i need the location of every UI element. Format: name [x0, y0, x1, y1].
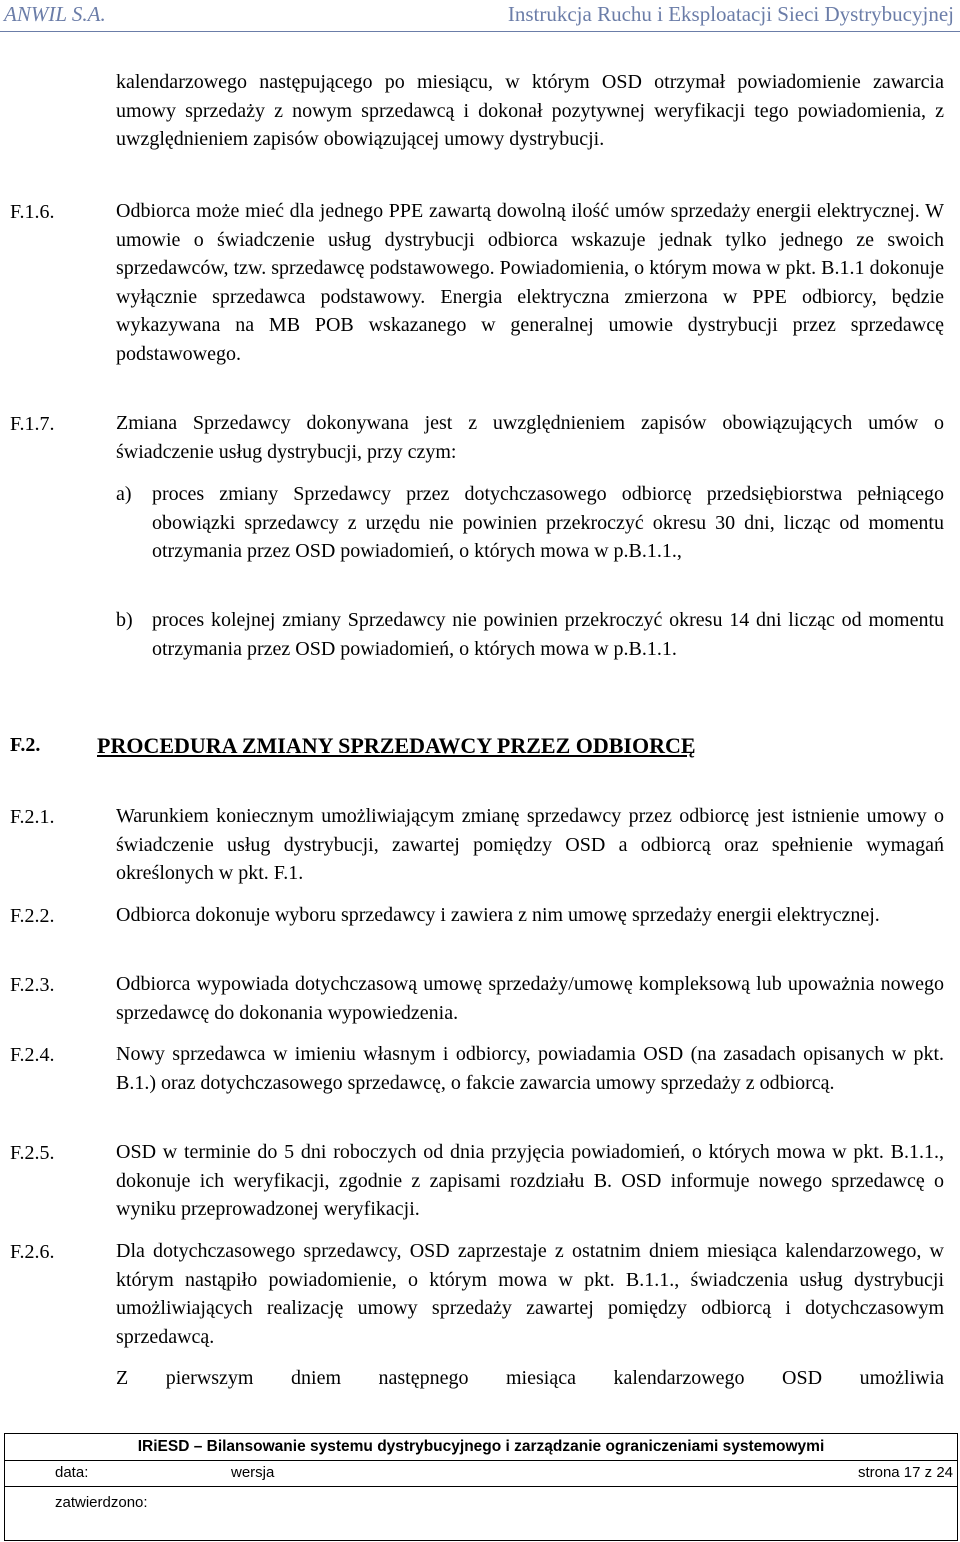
- point-number: F.2.3.: [10, 974, 55, 996]
- section-number: F.2.: [10, 734, 41, 756]
- header-rule: [0, 31, 960, 32]
- paragraph-f16: Odbiorca może mieć dla jednego PPE zawartą dowolną ilość umów sprzedaży energii elektrycznej. W umowie o świadczenie usług dystrybucji odbiorca wskazuje jednak tylko jednego ze swoich sprzedawców, tzw. sprzedawcę podstawowego. Powiadomienia, o którym mowa w pkt. B.1.1 dokonuje wyłącznie sprzedawca podstawowy. Energia elektryczna zmierzona w PPE odbiorcy, będzie wykazywana na MB POB wskazanego w generalnej umowie dystrybucji przez sprzedawcę podstawowego.: [116, 200, 944, 365]
- point-number: F.2.4.: [10, 1044, 55, 1066]
- paragraph-continuation: kalendarzowego następującego po miesiącu, w którym OSD otrzymał powiadomienie zawarcia umowy sprzedaży z nowym sprzedawcą i dokonał pozytywnej weryfikacji tego powiadomienia, z uwzględnieniem zapisów obowiązującej umowy dystrybucji.: [116, 71, 944, 150]
- company-name: ANWIL S.A.: [4, 2, 106, 26]
- footer-approval-row: [5, 1486, 957, 1516]
- list-label: b): [116, 609, 133, 631]
- point-number: F.2.2.: [10, 905, 55, 927]
- footer-title: IRiESD – Bilansowanie systemu dystrybucyjnego i zarządzanie ograniczeniami systemowymi: [5, 1434, 957, 1461]
- paragraph-f25: OSD w terminie do 5 dni roboczych od dnia przyjęcia powiadomień, o których mowa w pkt. B.1.1., dokonuje ich weryfikacji, zgodnie z zapisami rozdziału B. OSD informuje nowego sprzedawcę o wyniku przeprowadzonej weryfikacji.: [116, 1141, 944, 1220]
- page-header: [0, 0, 960, 40]
- point-number: F.1.6.: [10, 201, 55, 223]
- document-title: Instrukcja Ruchu i Eksploatacji Sieci Dystrybucyjnej: [507, 2, 954, 26]
- page-footer: [4, 1433, 958, 1541]
- paragraph-f17: Zmiana Sprzedawcy dokonywana jest z uwzględnieniem zapisów obowiązujących umów o świadczenie usług dystrybucji, przy czym:: [116, 412, 944, 463]
- point-number: F.1.7.: [10, 413, 55, 435]
- point-number: F.2.1.: [10, 806, 55, 828]
- list-label: a): [116, 483, 132, 505]
- list-text: proces kolejnej zmiany Sprzedawcy nie powinien przekroczyć okresu 14 dni licząc od momentu otrzymania przez OSD powiadomień, o których mowa w p.B.1.1.: [152, 609, 944, 660]
- page-number: strona 17 z 24: [857, 1464, 953, 1481]
- date-label: data:: [55, 1464, 89, 1481]
- list-item-a: [116, 480, 944, 566]
- paragraph-f26-continuation: Z pierwszym dniem następnego miesiąca kalendarzowego OSD umożliwia: [116, 1367, 944, 1389]
- list-item-b: [116, 606, 944, 663]
- paragraph-f26: Dla dotychczasowego sprzedawcy, OSD zaprzestaje z ostatnim dniem miesiąca kalendarzowego, w którym nastąpiło powiadomienie, o którym mowa w pkt. B.1.1., świadczenia usług dystrybucji umożliwiających realizację umowy sprzedaży zawartej pomiędzy odbiorcą i dotychczasowym sprzedawcą.: [116, 1240, 944, 1348]
- paragraph-f22: Odbiorca dokonuje wyboru sprzedawcy i zawiera z nim umowę sprzedaży energii elektrycznej.: [116, 904, 880, 926]
- version-label: wersja: [231, 1464, 275, 1481]
- paragraph-f23: Odbiorca wypowiada dotychczasową umowę sprzedaży/umowę kompleksową lub upoważnia nowego sprzedawcę do dokonania wypowiedzenia.: [116, 973, 944, 1024]
- point-number: F.2.5.: [10, 1142, 55, 1164]
- list-text: proces zmiany Sprzedawcy przez dotychczasowego odbiorcę przedsiębiorstwa pełniącego obowiązki sprzedawcy z urzędu nie powinien przekroczyć okresu 30 dni, licząc od momentu otrzymania przez OSD powiadomień, o których mowa w p.B.1.1.,: [152, 483, 944, 562]
- approved-label: zatwierdzono:: [55, 1494, 148, 1511]
- point-number: F.2.6.: [10, 1241, 55, 1263]
- paragraph-f24: Nowy sprzedawca w imieniu własnym i odbiorcy, powiadamia OSD (na zasadach opisanych w pkt. B.1.) oraz dotychczasowego sprzedawcę, o fakcie zawarcia umowy sprzedaży z odbiorcą.: [116, 1043, 944, 1094]
- paragraph-f21: Warunkiem koniecznym umożliwiającym zmianę sprzedawcy przez odbiorcę jest istnienie umowy o świadczenie usług dystrybucji, zawartej pomiędzy OSD a odbiorcą oraz spełnienie wymagań określonych w pkt. F.1.: [116, 805, 944, 884]
- footer-meta-row: [5, 1460, 957, 1487]
- section-title: PROCEDURA ZMIANY SPRZEDAWCY PRZEZ ODBIORCĘ: [97, 733, 696, 758]
